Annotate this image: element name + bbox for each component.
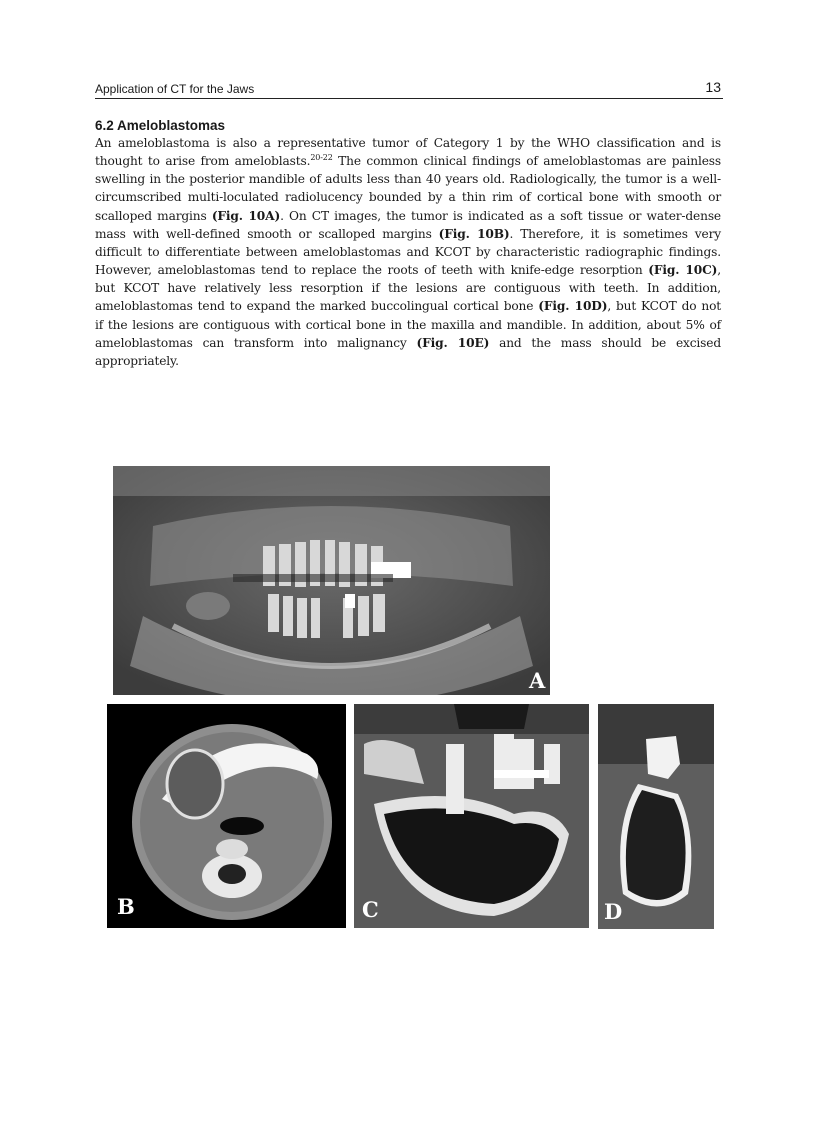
figure-ref-10b: (Fig. 10B) bbox=[438, 226, 510, 241]
text-run: . Therefore, it is sometimes very difficult to differentiate between ameloblastomas and KCOT by characteristic radiographic findings. However, ameloblastomas tend to replace the roots of teeth with knife-edge resorption bbox=[95, 226, 721, 278]
text-run: . On CT images, the tumor is indicated as a soft tissue or water-dense mass with well-defined smooth or scalloped margins bbox=[95, 208, 721, 241]
panel-label-a: A bbox=[529, 668, 546, 693]
panel-label-d: D bbox=[604, 899, 623, 924]
page-number: 13 bbox=[705, 79, 721, 95]
axial-ct-image bbox=[107, 704, 346, 928]
figure-ref-10e: (Fig. 10E) bbox=[416, 335, 490, 350]
running-title: Application of CT for the Jaws bbox=[95, 82, 255, 96]
body-paragraph bbox=[95, 134, 721, 370]
text-run: An ameloblastoma is also a representative tumor of Category 1 by the WHO classification and is thought to arise from ameloblasts. bbox=[95, 136, 721, 169]
figure-ref-10a: (Fig. 10A) bbox=[211, 208, 281, 223]
text-run: , but KCOT do not if the lesions are contiguous with cortical bone in the maxilla and mandible. In addition, about 5% of ameloblastomas can transform into malignancy bbox=[95, 299, 722, 350]
panel-label-b: B bbox=[117, 894, 135, 919]
section-title: 6.2 Ameloblastomas bbox=[95, 118, 226, 133]
citation-ref: 20-22 bbox=[310, 153, 333, 163]
running-head bbox=[95, 80, 723, 99]
text-run: , but KCOT have relatively less resorption if the lesions are contiguous with teeth. In addition, ameloblastomas tend to expand the marked buccolingual cortical bone bbox=[95, 263, 721, 314]
text-run: and the mass should be excised appropriately. bbox=[95, 335, 721, 368]
text-run: The common clinical findings of ameloblastomas are painless swelling in the posterior mandible of adults less than 40 years old. Radiologically, the tumor is a well-circumscribed multi-loculated radiolucency bounded by a thin rim of cortical bone with smooth or scalloped margins bbox=[95, 154, 721, 223]
panoramic-radiograph-image bbox=[113, 466, 550, 695]
figure-ref-10d: (Fig. 10D) bbox=[538, 299, 608, 314]
panel-label-c: C bbox=[362, 897, 379, 922]
sagittal-ct-image bbox=[354, 704, 589, 928]
figure-ref-10c: (Fig. 10C) bbox=[648, 263, 718, 278]
coronal-ct-image bbox=[598, 704, 714, 929]
